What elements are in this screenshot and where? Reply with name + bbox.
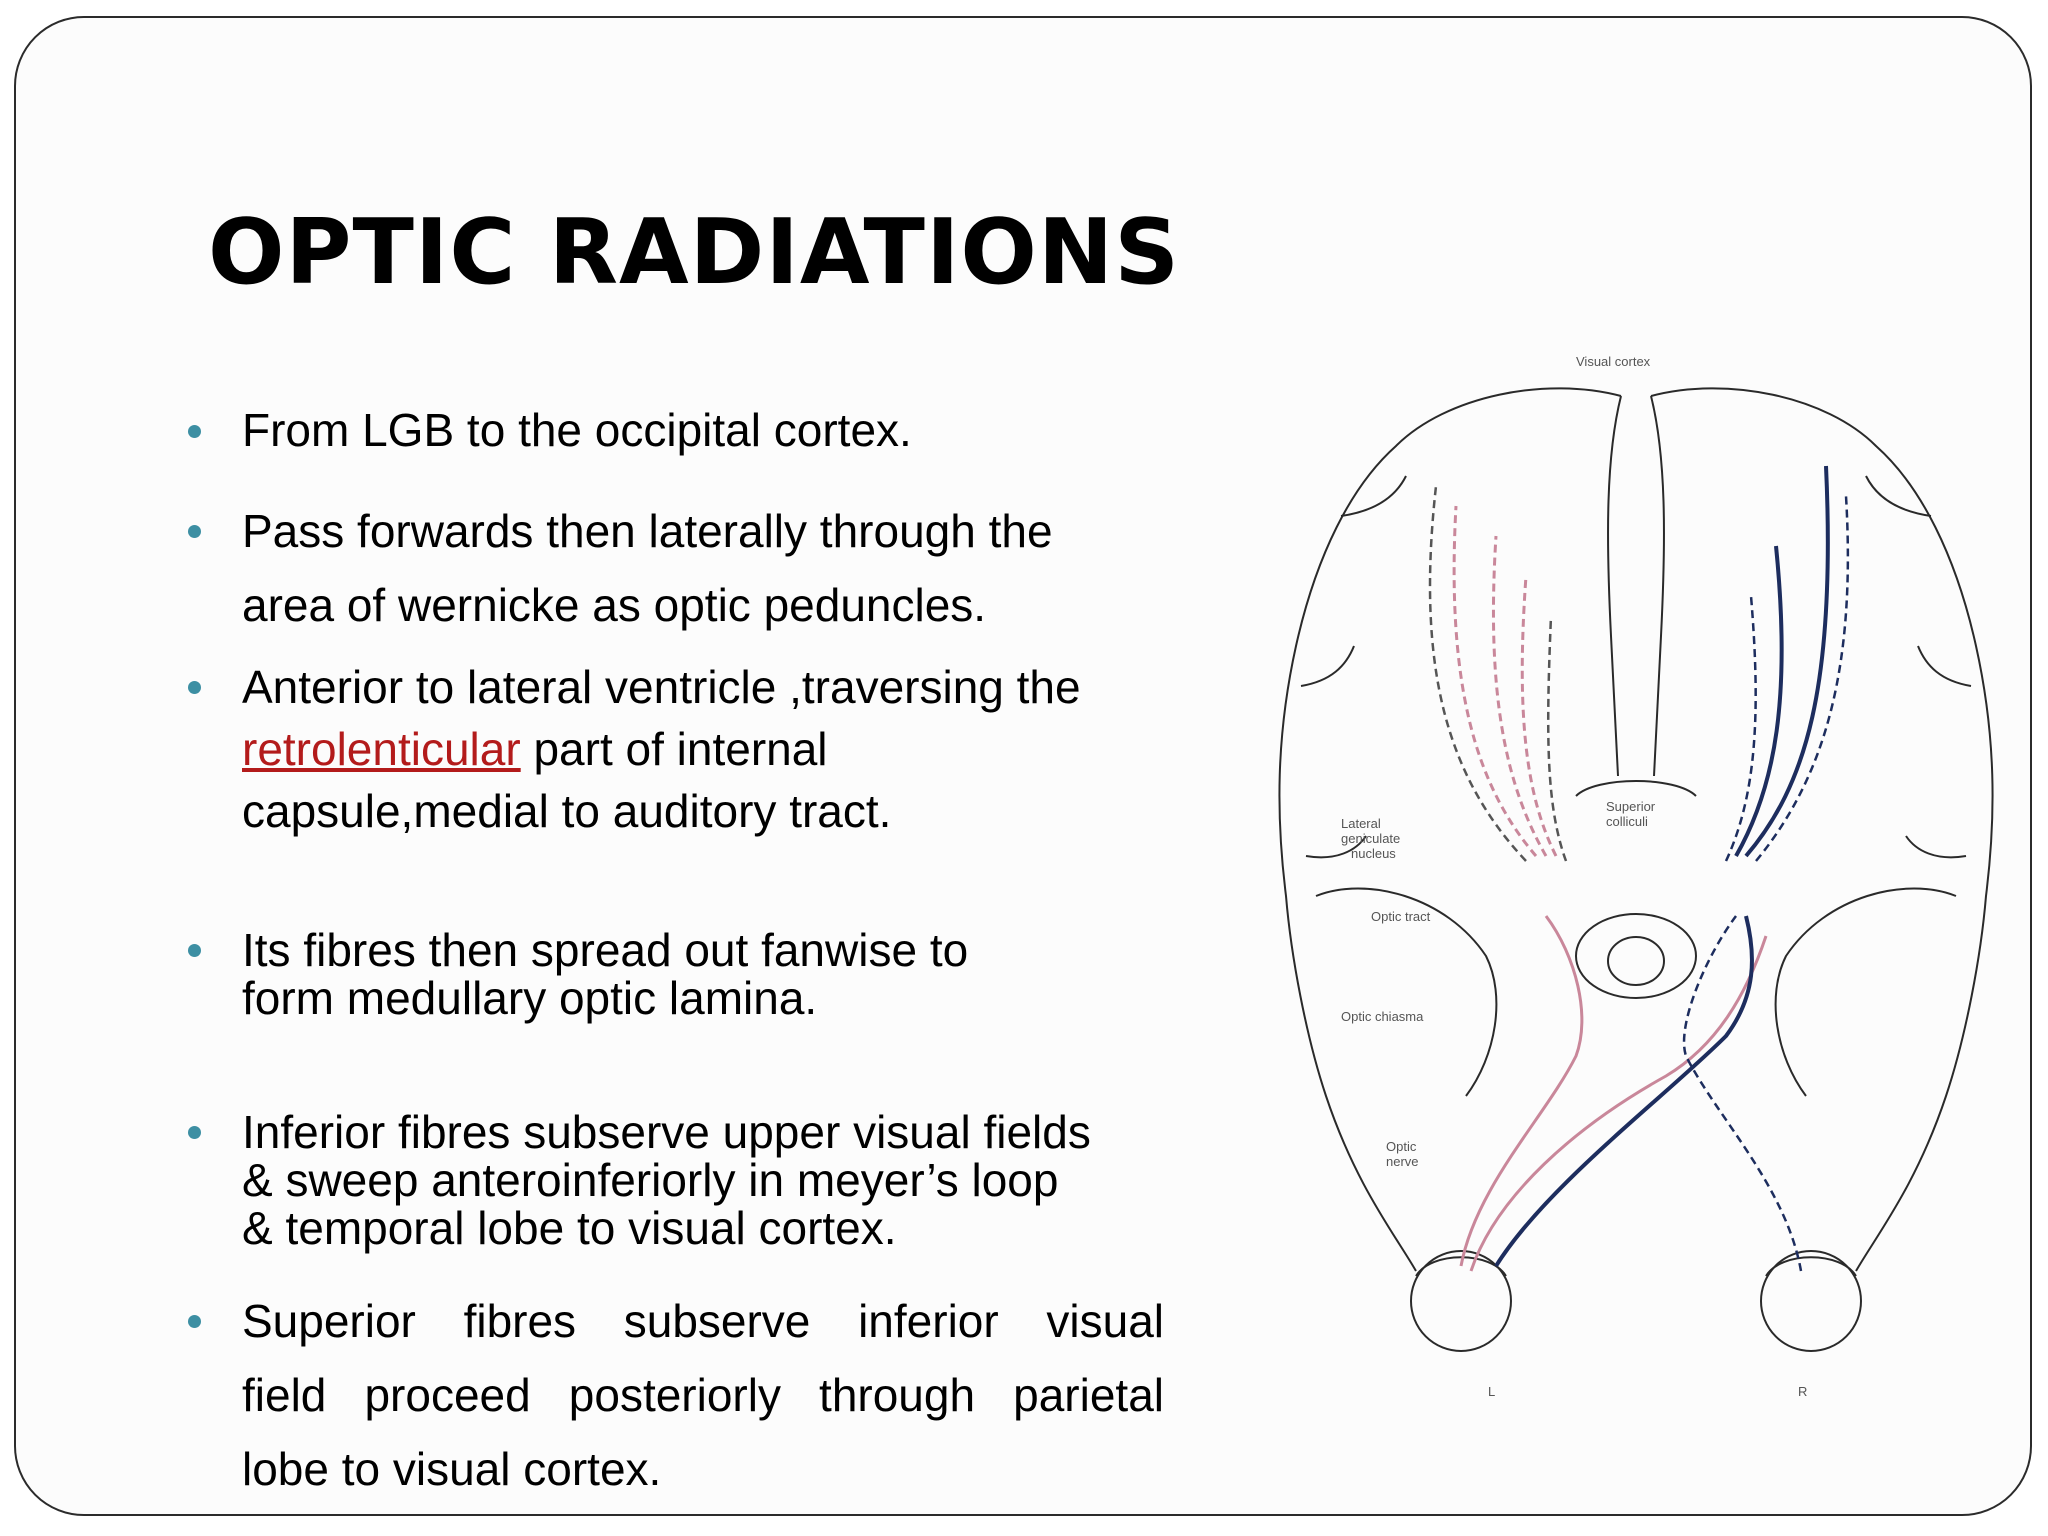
right-optic-nerve-tract bbox=[1496, 916, 1752, 1266]
left-sulcus bbox=[1341, 476, 1406, 516]
brain-outline bbox=[1279, 388, 1992, 1351]
visual-pathway-diagram bbox=[1246, 336, 2026, 1426]
right-sulcus bbox=[1866, 476, 1931, 516]
left-dashed-radiations bbox=[1430, 486, 1566, 861]
ventricle-outline bbox=[1576, 781, 1696, 796]
right-hemisphere-outline bbox=[1651, 388, 1993, 1271]
label-lateral-geniculate: nucleus bbox=[1351, 846, 1396, 861]
bullet-text: form medullary optic lamina. bbox=[242, 972, 818, 1024]
bullet-dot-icon bbox=[188, 1126, 201, 1139]
bullet-dot-icon bbox=[188, 525, 201, 538]
bullet-text: field proceed posteriorly through parietal bbox=[242, 1369, 1164, 1421]
left-crossing-fibres bbox=[1471, 936, 1766, 1271]
bullet-dot-icon bbox=[188, 944, 201, 957]
slide bbox=[14, 16, 2032, 1516]
bullet-item bbox=[242, 494, 1222, 642]
bullet-item bbox=[242, 402, 1222, 458]
left-sulcus bbox=[1301, 646, 1354, 686]
retrolenticular-link[interactable]: retrolenticular bbox=[242, 723, 521, 775]
bullet-text-with-link bbox=[242, 718, 1222, 780]
bullet-text: Superior fibres subserve inferior visual bbox=[242, 1295, 1164, 1347]
label-right-eye: R bbox=[1798, 1384, 1808, 1399]
left-radiation-dashed bbox=[1430, 486, 1526, 861]
left-hemisphere-outline bbox=[1279, 388, 1621, 1271]
right-visual-pathway bbox=[1496, 466, 1828, 1266]
bullet-text: & sweep anteroinferiorly in meyer’s loop bbox=[242, 1154, 1059, 1206]
label-left-eye: L bbox=[1488, 1384, 1496, 1399]
bullet-text: Anterior to lateral ventricle ,traversing the bbox=[242, 661, 1081, 713]
label-optic-nerve: nerve bbox=[1386, 1154, 1419, 1169]
bullet-item bbox=[242, 656, 1222, 842]
bullet-text: lobe to visual cortex. bbox=[242, 1443, 662, 1495]
aqueduct-outline bbox=[1608, 937, 1664, 985]
bullet-list bbox=[16, 18, 1256, 1518]
bullet-dot-icon bbox=[188, 1315, 201, 1328]
label-superior-colliculi: colliculi bbox=[1606, 814, 1648, 829]
label-visual-cortex: Visual cortex bbox=[1576, 354, 1651, 369]
slide-title: OPTIC RADIATIONS bbox=[208, 200, 1181, 305]
bullet-text: From LGB to the occipital cortex. bbox=[242, 404, 912, 456]
right-midline bbox=[1651, 396, 1664, 776]
left-radiation-dashed bbox=[1548, 616, 1566, 861]
label-superior-colliculi: Superior bbox=[1606, 799, 1656, 814]
bullet-text: Inferior fibres subserve upper visual fields bbox=[242, 1106, 1091, 1158]
right-dashed-radiations bbox=[1684, 496, 1848, 1271]
label-lateral-geniculate: Lateral bbox=[1341, 816, 1381, 831]
bullet-dot-icon bbox=[188, 425, 201, 438]
left-midline bbox=[1608, 396, 1621, 776]
bullet-item bbox=[242, 926, 1222, 1022]
right-temporal-fibres bbox=[1684, 916, 1801, 1271]
bullet-text: part of internal bbox=[520, 723, 828, 775]
label-optic-tract: Optic tract bbox=[1371, 909, 1431, 924]
right-eye-lens bbox=[1766, 1257, 1856, 1276]
bullet-text: area of wernicke as optic peduncles. bbox=[242, 579, 987, 631]
right-radiation-solid bbox=[1746, 466, 1828, 856]
bullet-text: & temporal lobe to visual cortex. bbox=[242, 1202, 897, 1254]
label-optic-chiasma: Optic chiasma bbox=[1341, 1009, 1424, 1024]
right-sulcus bbox=[1906, 836, 1966, 857]
label-optic-nerve: Optic bbox=[1386, 1139, 1417, 1154]
bullet-text: capsule,medial to auditory tract. bbox=[242, 785, 892, 837]
left-radiation bbox=[1522, 576, 1556, 856]
bullet-text: Its fibres then spread out fanwise to bbox=[242, 924, 969, 976]
bullet-dot-icon bbox=[188, 681, 201, 694]
right-sulcus bbox=[1918, 646, 1971, 686]
bullet-item bbox=[242, 1108, 1222, 1252]
right-temporal-lobe bbox=[1776, 889, 1956, 1097]
left-optic-nerve-tract bbox=[1461, 916, 1582, 1266]
visual-pathway-svg bbox=[1246, 336, 2026, 1426]
label-lateral-geniculate: geniculate bbox=[1341, 831, 1401, 846]
right-radiation-dashed bbox=[1756, 496, 1848, 861]
bullet-text: Pass forwards then laterally through the bbox=[242, 505, 1053, 557]
bullet-item bbox=[242, 1284, 1222, 1506]
